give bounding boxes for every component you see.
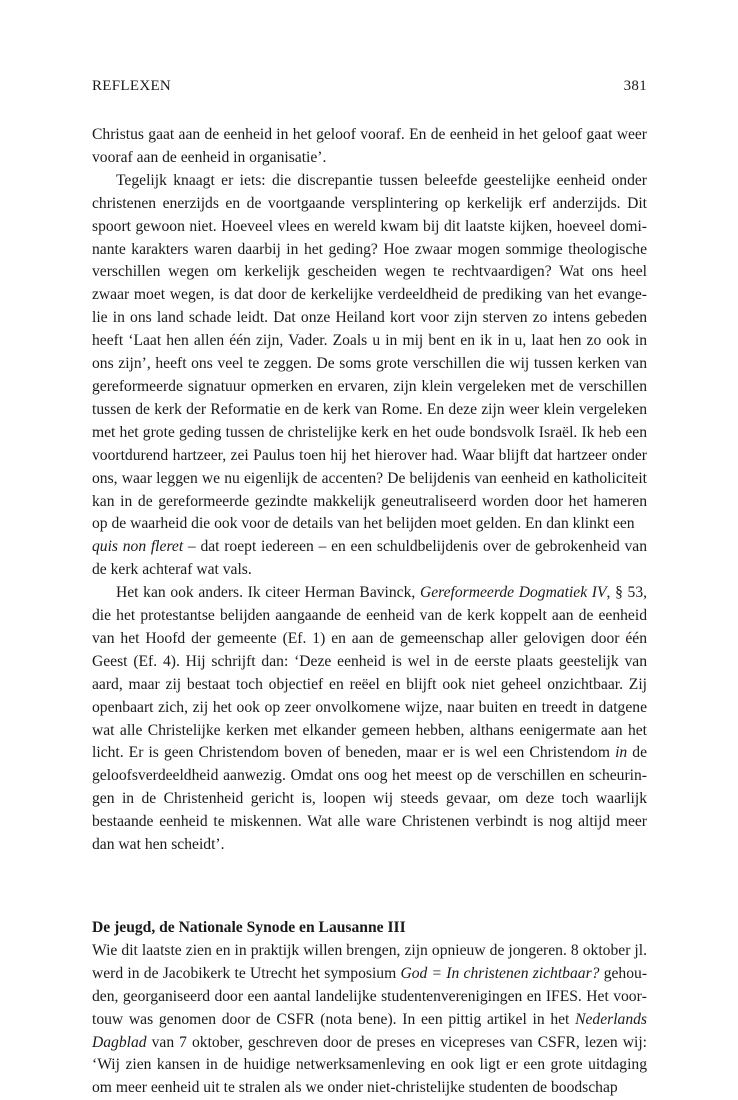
body-text [92, 124, 647, 1100]
newspaper-title: Nederlands Dagblad [92, 1010, 647, 1051]
paragraph-1-text: Christus gaat aan de eenheid in het geloof vooraf. En de eenheid in het geloof gaat weer vooraf aan de eenheid in organisatie’. [92, 126, 647, 166]
symposium-title: God = In christenen zichtbaar? [400, 964, 600, 982]
paragraph-2-tail: – dat roept iedereen – en een schuldbelijdenis over de gebrokenheid van de kerk achteraf wat vals. [92, 538, 647, 579]
running-head [92, 78, 647, 100]
paragraph-2-latin-phrase: quis non fleret [92, 538, 184, 556]
paragraph-1 [92, 124, 647, 170]
emphasis-in: in [615, 744, 628, 762]
paragraph-3 [92, 582, 647, 857]
section-paragraph-1-tail: van 7 oktober, geschreven door de preses en vicepreses van CSFR, lezen wij: ‘Wij zien kansen in de huidige netwerksamenleving en ook ligt er een grote uitdaging om meer eenheid uit te stralen als we onder niet-christelijke studenten de boodschap [92, 1033, 647, 1097]
paragraph-2-text: Tegelijk knaagt er iets: die discrepantie tussen beleefde geestelijke eenheid onder christenen enerzijds en de voortgaande versplintering op kerkelijk erf anderzijds. Dit spoort gewoon niet. Hoeveel vlees en wereld kwam bij dit laatste kijken, hoeveel dominante karakters waren daarbij in het geding? Hoe zwaar mogen sommige theologische verschillen wegen om kerkelijk gescheiden wegen te rechtvaardigen? Wat ons heel zwaar moet wegen, is dat door de kerkelijke verdeeldheid de prediking van het evangelie in ons land schade leidt. Dat onze Heiland kort voor zijn sterven zo intens gebeden heeft ‘Laat hen allen één zijn, Vader. Zoals u in mij bent en ik in u, laat hen zo ook in ons zijn’, heeft ons veel te zeggen. De soms grote verschillen die wij tussen kerken van gereformeerde signatuur opmerken en ervaren, zijn klein vergeleken met de verschillen tussen de kerk der Reformatie en de kerk van Rome. En deze zijn weer klein vergeleken met het grote geding tussen de christelijke kerk en het oude bondsvolk Israël. Ik heb een voortdurend hartzeer, zei Paulus toen hij het hierover had. Waar blijft dat hartzeer onder ons, waar leggen we nu eigenlijk de accenten? De belijdenis van eenheid en katholiciteit kan in de gereformeerde gezindte makkelijk geneutraliseerd worden door het hameren op de waarheid die ook voor de details van het belijden moet gelden. En dan klinkt een [92, 171, 647, 533]
section-paragraph-1 [92, 940, 647, 1100]
paragraph-3-tail: de geloofsverdeeldheid aanwezig. Omdat ons oog het meest op de verschillen en scheuringen in de Christenheid gericht is, loopen wij steeds gevaar, om deze toch waarlijk bestaande eenheid te miskennen. Wat alle ware Christenen verbindt is nog altijd meer dan wat hen scheidt’. [92, 744, 647, 854]
section-paragraph-1-middle: gehouden, georganiseerd door een aantal landelijke studentenverenigingen en IFES. Het voortouw was genomen door de CSFR (nota bene). In een pittig artikel in het [92, 964, 648, 1028]
book-title: Gereformeerde Dogmatiek IV [419, 584, 607, 602]
page [92, 78, 647, 1100]
running-title: REFLEXEN [92, 78, 172, 94]
paragraph-3-quote: , § 53, die het protestantse belijden aangaande de eenheid van de kerk koppelt aan de eenheid van het Hoofd der gemeente (Ef. 1) en aan de gemeenschap aller gelovigen door één Geest (Ef. 4). Hij schrijft dan: ‘Deze eenheid is wel in de eerste plaats geestelijk van aard, maar zij bestaat toch objectief en reëel en blijft ook niet geheel onzichtbaar. Zij openbaart zich, zij het ook op zeer onvolkomene wijze, naar buiten en treedt in datgene wat alle Christelijke kerken met elkander gemeen hebben, althans eenigermate aan het licht. Er is geen Christendom boven of beneden, maar er is wel een Christendom [92, 584, 648, 762]
section-paragraph-1-text: Wie dit laatste zien en in praktijk willen brengen, zijn opnieuw de jongeren. 8 oktober jl. werd in de Jacobikerk te Utrecht het symposium [92, 941, 647, 982]
page-number: 381 [623, 78, 647, 94]
section-heading: De jeugd, de Nationale Synode en Lausanne III [92, 919, 406, 936]
paragraph-2 [92, 170, 647, 582]
paragraph-3-text: Het kan ook anders. Ik citeer Herman Bavinck, [116, 584, 420, 602]
